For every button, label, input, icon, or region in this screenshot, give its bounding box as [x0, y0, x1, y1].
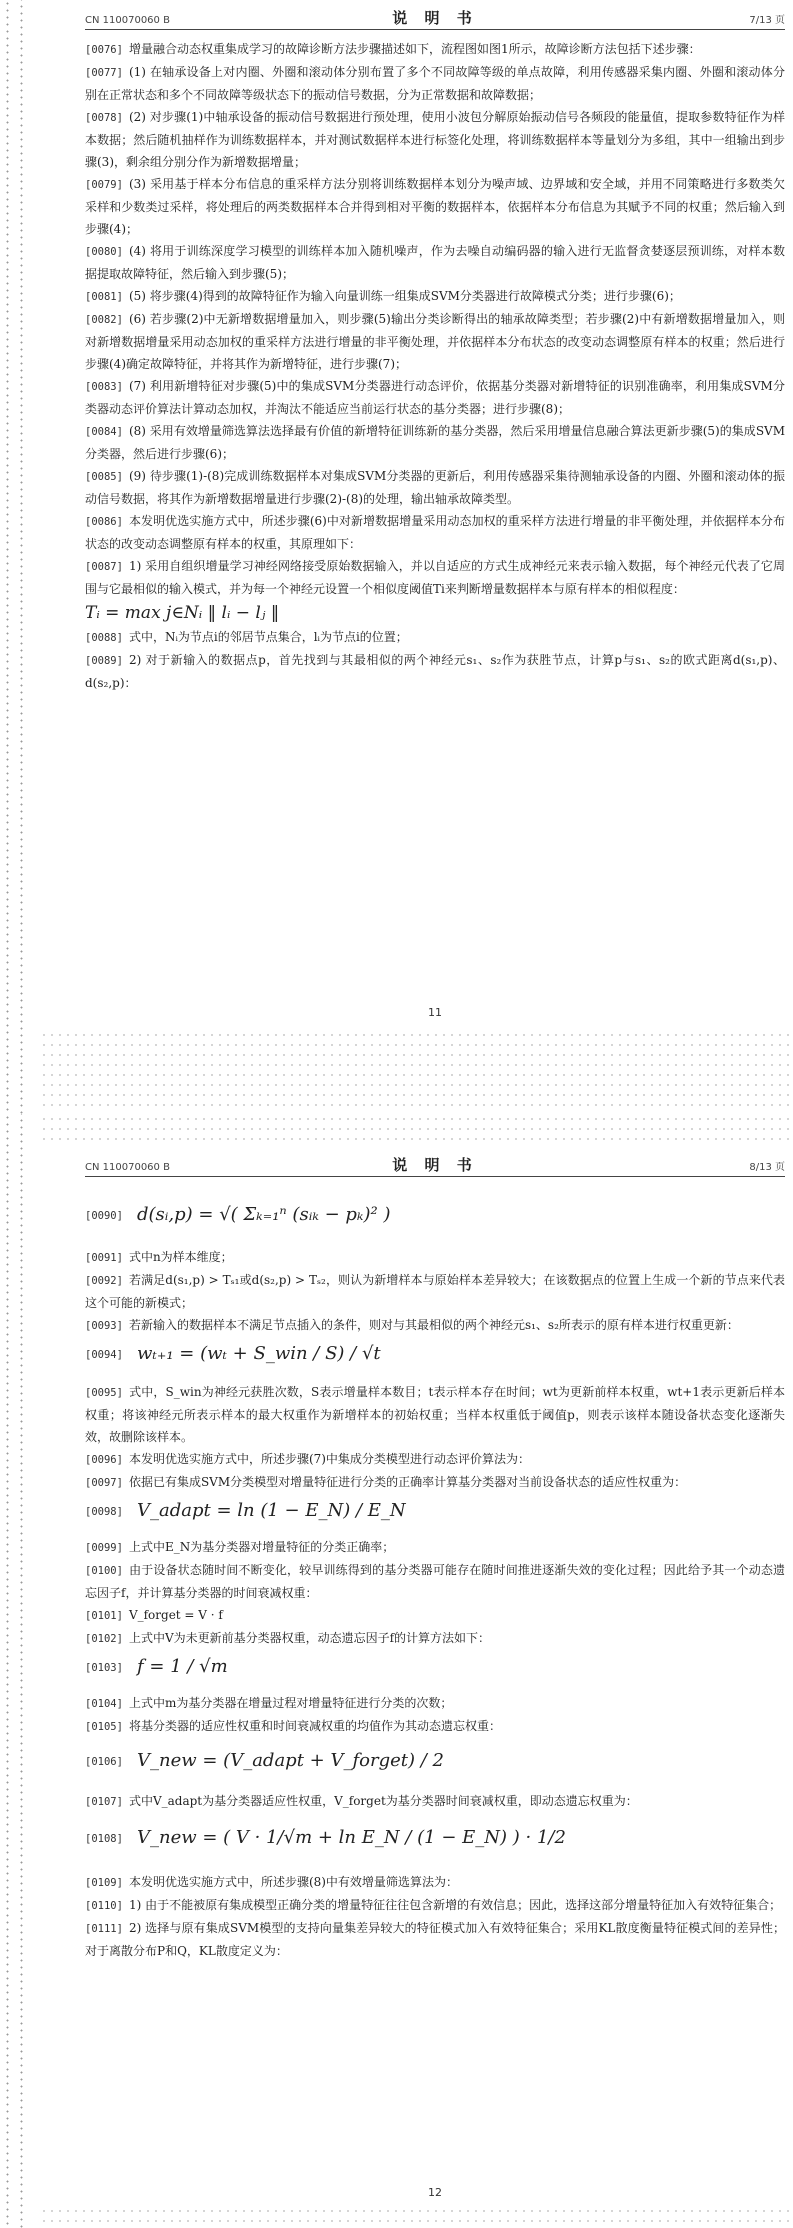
paragraph-number: [0096]	[85, 1454, 123, 1466]
paragraph-number: [0090]	[85, 1210, 123, 1222]
paragraph-text: 上式中m为基分类器在增量过程对增量特征进行分类的次数；	[128, 1696, 453, 1710]
page-body	[85, 38, 785, 694]
paragraph	[85, 375, 785, 420]
paragraph-number: [0078]	[85, 112, 123, 124]
paragraph	[85, 649, 785, 694]
paragraph	[85, 1246, 785, 1269]
paragraph-text: (3) 采用基于样本分布信息的重采样方法分别将训练数据样本划分为噪声域、边界域和安全域，并用不同策略进行多数类欠采样和少数类过采样，将处理后的两类数据样本合并得到相对平衡的数据样本，依据样本分布信息为其赋予不同的权重；然后输入到步骤(4)；	[85, 177, 785, 236]
paragraph-text: (5) 将步骤(4)得到的故障特征作为输入向量训练一组集成SVM分类器进行故障模式分类；进行步骤(6)；	[128, 289, 681, 303]
page-number: 11	[428, 1006, 442, 1019]
paragraph-number: [0092]	[85, 1275, 123, 1287]
paragraph-text: 式中n为样本维度；	[128, 1250, 233, 1264]
paragraph-text: 2) 选择与原有集成SVM模型的支持向量集差异较大的特征模式加入有效特征集合；采用KL散度衡量特征模式间的差异性；对于离散分布P和Q，KL散度定义为：	[85, 1921, 785, 1958]
paragraph-number: [0083]	[85, 381, 123, 393]
paragraph-number: [0100]	[85, 1565, 123, 1577]
formula-text: d(sᵢ,p) = √( Σₖ₌₁ⁿ (sᵢₖ − pₖ)² )	[137, 1204, 391, 1225]
paragraph-number: [0108]	[85, 1833, 123, 1845]
paragraph-text: 若新输入的数据样本不满足节点插入的条件，则对与其最相似的两个神经元s₁、s₂所表示的原有样本进行权重更新：	[128, 1318, 739, 1332]
page-body	[85, 1190, 785, 1962]
paragraph-number: [0077]	[85, 67, 123, 79]
formula-text: V_new = (V_adapt + V_forget) / 2	[137, 1750, 444, 1771]
formula-weight-update	[85, 1337, 785, 1381]
paragraph-text: (8) 采用有效增量筛选算法选择最有价值的新增特征训练新的基分类器，然后采用增量信息融合算法更新步骤(5)的集成SVM分类器，然后进行步骤(6)；	[85, 424, 785, 461]
paragraph	[85, 240, 785, 285]
paragraph-text: 式中，S_win为神经元获胜次数，S表示增量样本数目；t表示样本存在时间；wt为更新前样本权重，wt+1表示更新后样本权重；将该神经元所表示样本的最大权重作为新增样本的初始权重；当样本权重低于阈值p，则表示该样本随设备状态变化逐渐失效，故删除该样本。	[85, 1385, 785, 1444]
paragraph-text: 本发明优选实施方式中，所述步骤(7)中集成分类模型进行动态评价算法为：	[128, 1452, 530, 1466]
formula-ti	[85, 600, 785, 626]
binding-margin-dots	[0, 0, 40, 1114]
paragraph	[85, 1314, 785, 1337]
paragraph-number: [0086]	[85, 516, 123, 528]
paragraph-number: [0076]	[85, 44, 123, 56]
formula-distance	[85, 1190, 785, 1246]
paragraph-text: (6) 若步骤(2)中无新增数据增量加入，则步骤(5)输出分类诊断得出的轴承故障类型；若步骤(2)中有新增数据增量加入，则对新增数据增量采用动态加权的重采样方法进行增量的非平衡处理，并依据样本分布状态的改变动态调整原有样本的权重；然后进行步骤(4)确定故障特征，并将其作为新增特征，进行步骤(7)；	[85, 312, 785, 371]
page-number: 12	[428, 2186, 442, 2199]
paragraph-number: [0098]	[85, 1506, 123, 1518]
paragraph-text: 由于设备状态随时间不断变化，较早训练得到的基分类器可能存在随时间推进逐渐失效的变化过程；因此给予其一个动态遗忘因子f，并计算基分类器的时间衰减权重：	[85, 1563, 785, 1600]
paragraph-text: 1) 由于不能被原有集成模型正确分类的增量特征往往包含新增的有效信息；因此，选择这部分增量特征加入有效特征集合；	[128, 1898, 782, 1912]
paragraph	[85, 510, 785, 555]
paragraph-number: [0091]	[85, 1252, 123, 1264]
paragraph	[85, 285, 785, 308]
paragraph	[85, 1627, 785, 1650]
publication-number: CN 110070060 B	[85, 15, 170, 26]
paragraph	[85, 1871, 785, 1894]
page-header	[85, 9, 785, 30]
paragraph-number: [0101]	[85, 1610, 123, 1622]
page-label: 7/13 页	[749, 15, 785, 26]
formula-adapt-weight	[85, 1494, 785, 1536]
paragraph	[85, 1269, 785, 1314]
paragraph-number: [0085]	[85, 471, 123, 483]
paragraph-number: [0095]	[85, 1387, 123, 1399]
formula-forget-factor	[85, 1650, 785, 1692]
blank-dotted-area	[40, 1030, 793, 1114]
paragraph-text: 本发明优选实施方式中，所述步骤(8)中有效增量筛选算法为：	[128, 1875, 458, 1889]
paragraph-text: (2) 对步骤(1)中轴承设备的振动信号数据进行预处理，使用小波包分解原始振动信号各频段的能量值，提取参数特征作为样本数据；然后随机抽样作为训练数据样本，并对测试数据样本进行标签化处理，将训练数据样本等量划分为多组，其中一组输出到步骤(3)，剩余组分别分作为新增数据增量；	[85, 110, 785, 169]
paragraph-text: (9) 待步骤(1)-(8)完成训练数据样本对集成SVM分类器的更新后，利用传感器采集待测轴承设备的内圈、外圈和滚动体的振动信号数据，将其作为新增数据增量进行步骤(2)-(8)的处理，输出轴承故障类型。	[85, 469, 785, 506]
paragraph	[85, 1894, 785, 1917]
paragraph	[85, 1559, 785, 1604]
formula-dynamic-forget-weight	[85, 1813, 785, 1871]
paragraph	[85, 1448, 785, 1471]
paragraph-text: 将基分类器的适应性权重和时间衰减权重的均值作为其动态遗忘权重：	[128, 1719, 501, 1733]
paragraph-number: [0099]	[85, 1542, 123, 1554]
paragraph	[85, 308, 785, 375]
paragraph	[85, 38, 785, 61]
paragraph-number: [0110]	[85, 1900, 123, 1912]
paragraph-number: [0080]	[85, 246, 123, 258]
paragraph-text: 1) 采用自组织增量学习神经网络接受原始数据输入，并以自适应的方式生成神经元来表示输入数据，每个神经元代表了它周围与它最相似的输入模式，并为每一个神经元设置一个相似度阈值Ti来判断增量数据样本与原有样本的相似程度：	[85, 559, 785, 596]
paragraph-text: (4) 将用于训练深度学习模型的训练样本加入随机噪声，作为去噪自动编码器的输入进行无监督贪婪逐层预训练，对样本数据提取故障特征，然后输入到步骤(5)；	[85, 244, 785, 281]
blank-dotted-area	[40, 1114, 793, 1148]
paragraph-number: [0089]	[85, 655, 123, 667]
paragraph-text: 本发明优选实施方式中，所述步骤(6)中对新增数据增量采用动态加权的重采样方法进行增量的非平衡处理，并依据样本分布状态的改变动态调整原有样本的权重，其原理如下：	[85, 514, 785, 551]
formula-text: V_adapt = ln (1 − E_N) / E_N	[137, 1500, 406, 1521]
paragraph-number: [0084]	[85, 426, 123, 438]
paragraph	[85, 555, 785, 600]
publication-number: CN 110070060 B	[85, 1162, 170, 1173]
paragraph	[85, 465, 785, 510]
formula-new-weight	[85, 1738, 785, 1790]
paragraph-number: [0111]	[85, 1923, 123, 1935]
paragraph-number: [0088]	[85, 632, 123, 644]
paragraph	[85, 1692, 785, 1715]
paragraph	[85, 626, 785, 649]
binding-margin-dots	[0, 1114, 40, 2228]
paragraph-text: 2) 对于新输入的数据点p，首先找到与其最相似的两个神经元s₁、s₂作为获胜节点，计算p与s₁、s₂的欧式距离d(s₁,p)、d(s₂,p)：	[85, 653, 785, 690]
paragraph-text: 式中V_adapt为基分类器适应性权重，V_forget为基分类器时间衰减权重，即动态遗忘权重为：	[128, 1794, 638, 1808]
paragraph-text: 增量融合动态权重集成学习的故障诊断方法步骤描述如下，流程图如图1所示，故障诊断方法包括下述步骤：	[128, 42, 701, 56]
document-title: 说 明 书	[392, 1156, 478, 1174]
paragraph-text: 依据已有集成SVM分类模型对增量特征进行分类的正确率计算基分类器对当前设备状态的适应性权重为：	[128, 1475, 687, 1489]
paragraph	[85, 1536, 785, 1559]
document-title: 说 明 书	[392, 9, 478, 27]
paragraph-number: [0107]	[85, 1796, 123, 1808]
paragraph-number: [0104]	[85, 1698, 123, 1710]
paragraph-text: 若满足d(s₁,p) > Tₛ₁或d(s₂,p) > Tₛ₂，则认为新增样本与原始样本差异较大；在该数据点的位置上生成一个新的节点来代表这个可能的新模式；	[85, 1273, 785, 1310]
page-label: 8/13 页	[749, 1162, 785, 1173]
formula-ti-text: Tᵢ = max j∈Nᵢ ‖ lᵢ − lⱼ ‖	[85, 603, 280, 623]
paragraph-text: 式中，Nᵢ为节点i的邻居节点集合，lᵢ为节点i的位置；	[128, 630, 408, 644]
paragraph-text: 上式中E_N为基分类器对增量特征的分类正确率；	[128, 1540, 395, 1554]
paragraph	[85, 1381, 785, 1448]
paragraph	[85, 106, 785, 173]
paragraph-number: [0094]	[85, 1349, 123, 1361]
paragraph	[85, 173, 785, 240]
paragraph-number: [0087]	[85, 561, 123, 573]
formula-text: wₜ₊₁ = (wₜ + S_win / S) / √t	[137, 1343, 381, 1364]
paragraph-text: (1) 在轴承设备上对内圈、外圈和滚动体分别布置了多个不同故障等级的单点故障，利用传感器采集内圈、外圈和滚动体分别在正常状态和多个不同故障等级状态下的振动信号数据，分为正常数据和故障数据；	[85, 65, 785, 102]
paragraph-number: [0106]	[85, 1756, 123, 1768]
paragraph-number: [0105]	[85, 1721, 123, 1733]
paragraph-number: [0109]	[85, 1877, 123, 1889]
page-header	[85, 1156, 785, 1177]
paragraph-number: [0102]	[85, 1633, 123, 1645]
paragraph	[85, 1715, 785, 1738]
paragraph	[85, 1790, 785, 1813]
paragraph	[85, 61, 785, 106]
paragraph-number: [0093]	[85, 1320, 123, 1332]
paragraph-text: 上式中V为未更新前基分类器权重，动态遗忘因子f的计算方法如下：	[128, 1631, 491, 1645]
document-page-8	[0, 1114, 793, 2228]
paragraph	[85, 420, 785, 465]
paragraph	[85, 1471, 785, 1494]
paragraph-text: V_forget = V · f	[128, 1608, 223, 1622]
paragraph	[85, 1917, 785, 1962]
formula-text: V_new = ( V · 1/√m + ln E_N / (1 − E_N) ) · 1/2	[137, 1827, 566, 1848]
paragraph	[85, 1604, 785, 1627]
paragraph-number: [0079]	[85, 179, 123, 191]
paragraph-text: (7) 利用新增特征对步骤(5)中的集成SVM分类器进行动态评价，依据基分类器对新增特征的识别准确率，利用集成SVM分类器动态评价算法计算动态加权，并淘汰不能适应当前运行状态的基分类器；进行步骤(8)；	[85, 379, 785, 416]
paragraph-number: [0081]	[85, 291, 123, 303]
blank-dotted-area	[40, 2206, 793, 2228]
formula-text: f = 1 / √m	[137, 1656, 228, 1677]
paragraph-number: [0103]	[85, 1662, 123, 1674]
paragraph-number: [0097]	[85, 1477, 123, 1489]
paragraph-number: [0082]	[85, 314, 123, 326]
